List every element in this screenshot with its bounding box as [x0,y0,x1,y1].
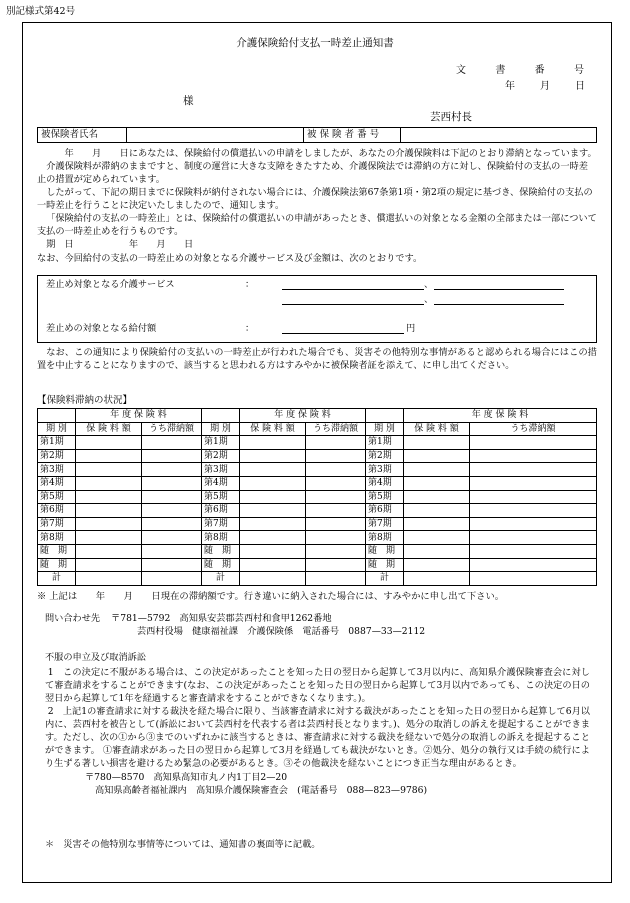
period-cell: 第4期 [38,476,76,490]
premium-amount-cell[interactable] [76,558,142,572]
amount-line[interactable] [282,333,404,334]
doc-no-char: 号 [573,65,584,76]
premium-amount-cell[interactable] [240,544,306,558]
arrears-amount-cell[interactable] [142,531,202,545]
suspension-target-box [37,275,597,343]
arrears-row [38,517,597,531]
premium-amount-cell[interactable] [404,463,470,477]
arrears-title: 【保険料滞納の状況】 [37,395,133,406]
contact-address: 〒781—5792 高知県安芸郡芸西村和食甲1262番地 [111,613,332,624]
period-cell: 随 期 [38,544,76,558]
service-label: 差止め対象となる介護サービス [46,279,175,290]
service-line[interactable] [282,289,424,290]
arrears-amount-cell[interactable] [142,504,202,518]
total-label: 計 [202,572,240,586]
appeal-item-2: 2 上記1の審査請求に対する裁決を経た場合に限り、当該審査請求に対する裁決があったことを知った日の翌日から起算して6月以内に、芸西村を被告として(訴訟において芸西村を代表する者は芸西村長となります。)、処分の取消しの訴えを提起することができます。ただし、次の①から③までのいずれかに該当するときは、審査請求に対する裁決を経ないで処分の取消しの訴えを提起することができます。 ①審査請求があった日の翌日から起算して3月を経過しても裁決がないとき。②処分、処分の執行又は手続の続行により生ずる著しい損害を避けるため緊急の必要があるとき。③その他裁決を経ないことにつき正当な理由があるとき。 [45,706,590,770]
total-label: 計 [38,572,76,586]
service-line[interactable] [434,304,564,305]
premium-amount-cell[interactable] [76,476,142,490]
arrears-amount-cell[interactable] [470,544,597,558]
period-cell: 第7期 [366,517,404,531]
arrears-amount-cell[interactable] [306,558,366,572]
period-cell: 第8期 [366,531,404,545]
col-amount: 保 険 料 額 [240,422,306,436]
arrears-amount-cell[interactable] [142,463,202,477]
col-period: 期 別 [38,422,76,436]
arrears-row [38,476,597,490]
period-cell: 第1期 [38,436,76,450]
arrears-row [38,463,597,477]
col-period: 期 別 [202,422,240,436]
premium-amount-cell[interactable] [240,517,306,531]
col-arrears: うち滞納額 [142,422,202,436]
arrears-table [37,408,597,586]
arrears-row [38,504,597,518]
arrears-amount-cell[interactable] [470,463,597,477]
doc-no-char: 番 [534,65,545,76]
arrears-amount-cell[interactable] [306,572,366,586]
arrears-row [38,436,597,450]
body-paragraph: 年 月 日にあなたは、保険給付の償還払いの申請をしましたが、あなたの介護保険料は下記のとおり滞納となっています。 [46,148,597,159]
arrears-amount-cell[interactable] [470,504,597,518]
deadline-line: 期 日 年 月 日 [46,239,194,251]
arrears-amount-cell[interactable] [470,476,597,490]
premium-amount-cell[interactable] [240,558,306,572]
premium-amount-cell[interactable] [76,463,142,477]
premium-amount-cell[interactable] [240,531,306,545]
col-amount: 保 険 料 額 [404,422,470,436]
premium-amount-cell[interactable] [76,531,142,545]
premium-amount-cell[interactable] [404,504,470,518]
arrears-amount-cell[interactable] [306,504,366,518]
amount-colon: ： [245,323,255,334]
period-cell: 第3期 [366,463,404,477]
year-header: 年 度 保 険 料 [404,409,597,423]
period-cell: 第8期 [202,531,240,545]
arrears-amount-cell[interactable] [142,476,202,490]
arrears-amount-cell[interactable] [306,463,366,477]
col-period: 期 別 [366,422,404,436]
period-cell: 第4期 [202,476,240,490]
contact-office: 芸西村役場 健康福祉課 介護保険係 電話番号 0887—33—2112 [137,626,426,638]
arrears-amount-cell[interactable] [470,531,597,545]
note-paragraph: なお、この通知により保険給付の支払いの一時差止が行われた場合でも、災害その他特別な事情があると認められる場合にはこの措置を中止することになりますので、該当すると思われる方はすみやかに被保険者証を添えて、に申し出てください。 [37,347,597,372]
arrears-amount-cell[interactable] [306,531,366,545]
period-cell: 第2期 [202,449,240,463]
body-paragraph: 介護保険料が滞納のままですと、制度の運営に大きな支障をきたすため、介護保険法では滞納の方に対し、保険給付の支払の一時差止の措置が定められています。 [37,161,588,186]
premium-amount-cell[interactable] [240,476,306,490]
period-cell: 第5期 [366,490,404,504]
addressee-honorific: 様 [183,95,194,107]
form-number: 別記様式第42号 [6,6,76,17]
premium-amount-cell[interactable] [240,436,306,450]
col-amount: 保 険 料 額 [76,422,142,436]
document-title: 介護保険給付支払一時差止通知書 [236,37,394,49]
premium-amount-cell[interactable] [240,504,306,518]
premium-amount-cell[interactable] [76,490,142,504]
arrears-row [38,558,597,572]
appeal-title: 不服の申立及び取消訴訟 [45,652,147,663]
arrears-amount-cell[interactable] [306,490,366,504]
arrears-total-row [38,572,597,586]
arrears-corner [38,409,76,423]
issue-date [505,80,585,94]
col-arrears: うち滞納額 [470,422,597,436]
arrears-amount-cell[interactable] [470,572,597,586]
arrears-amount-cell[interactable] [306,517,366,531]
appeal-item-1: 1 この決定に不服がある場合は、この決定があったことを知った日の翌日から起算して3月以内に、高知県介護保険審査会に対して審査請求をすることができます(なお、この決定があったことを知った日の翌日から起算して3月以内であっても、この決定の日の翌日から起算して1年を経過すると審査請求をすることができなくなります。)。 [45,667,590,705]
premium-amount-cell[interactable] [404,544,470,558]
arrears-amount-cell[interactable] [306,449,366,463]
date-day: 日 [575,81,585,92]
arrears-amount-cell[interactable] [142,572,202,586]
premium-amount-cell[interactable] [240,490,306,504]
period-cell: 第6期 [202,504,240,518]
premium-amount-cell[interactable] [240,449,306,463]
balance-date-note: ※ 上記は 年 月 日現在の滞納額です。行き違いに納入された場合には、すみやかに申し出て下さい。 [37,591,505,602]
premium-amount-cell[interactable] [404,449,470,463]
arrears-amount-cell[interactable] [470,517,597,531]
arrears-row [38,490,597,504]
service-line[interactable] [434,289,564,290]
issuer-mayor: 芸西村長 [430,111,472,123]
period-cell: 随 期 [38,558,76,572]
arrears-amount-cell[interactable] [142,544,202,558]
period-cell: 第2期 [366,449,404,463]
insured-name-field[interactable] [127,128,304,143]
closing-note: ＊ 災害その他特別な事情等については、通知書の裏面等に記載。 [45,839,321,850]
arrears-amount-cell[interactable] [142,517,202,531]
body-paragraph: 「保険給付の支払の一時差止」とは、保険給付の償還払いの申請があったとき、償還払いの対象となる金額の全部または一部について支払の一時差止めを行うものです。 [37,213,597,238]
total-label: 計 [366,572,404,586]
period-cell: 第8期 [38,531,76,545]
premium-amount-cell[interactable] [76,517,142,531]
period-cell: 第1期 [202,436,240,450]
period-cell: 随 期 [202,544,240,558]
arrears-amount-cell[interactable] [142,449,202,463]
arrears-amount-cell[interactable] [470,449,597,463]
service-line[interactable] [282,304,424,305]
arrears-corner [366,409,404,423]
document-number-label [456,64,584,78]
col-arrears: うち滞納額 [306,422,366,436]
arrears-rows [38,436,597,586]
service-comma: 、 [424,294,434,305]
period-cell: 第7期 [202,517,240,531]
premium-amount-cell[interactable] [404,558,470,572]
premium-amount-cell[interactable] [76,449,142,463]
arrears-amount-cell[interactable] [306,544,366,558]
notice-body [37,147,597,265]
premium-amount-cell[interactable] [76,436,142,450]
premium-amount-cell[interactable] [240,572,306,586]
premium-amount-cell[interactable] [404,436,470,450]
exception-note [37,346,597,372]
premium-amount-cell[interactable] [404,531,470,545]
arrears-corner [202,409,240,423]
premium-amount-cell[interactable] [404,572,470,586]
period-cell: 第2期 [38,449,76,463]
appeal-office: 高知県高齢者福祉課内 高知県介護保険審査会 (電話番号 088—823—9786) [95,784,428,796]
premium-amount-cell[interactable] [404,517,470,531]
doc-no-char: 文 [456,65,466,76]
body-paragraph: したがって、下記の期日までに保険料が納付されない場合には、介護保険法第67条第1項・第2項の規定に基づき、保険給付の支払の一時差止を行うことに決定いたしましたので、通知します。 [37,187,593,212]
period-cell: 随 期 [202,558,240,572]
contact-info [45,612,425,638]
arrears-amount-cell[interactable] [470,436,597,450]
arrears-row [38,544,597,558]
service-colon: ： [245,279,255,290]
period-cell: 第1期 [366,436,404,450]
premium-amount-cell[interactable] [240,463,306,477]
period-cell: 第6期 [38,504,76,518]
premium-amount-cell[interactable] [404,490,470,504]
insured-number-label: 被 保 険 者 番 号 [304,128,401,143]
premium-amount-cell[interactable] [76,544,142,558]
arrears-amount-cell[interactable] [142,558,202,572]
arrears-amount-cell[interactable] [142,490,202,504]
premium-amount-cell[interactable] [404,476,470,490]
period-cell: 第5期 [38,490,76,504]
arrears-amount-cell[interactable] [142,436,202,450]
appeal-section [45,666,590,797]
period-cell: 随 期 [366,544,404,558]
period-cell: 第3期 [202,463,240,477]
arrears-amount-cell[interactable] [470,490,597,504]
arrears-row [38,531,597,545]
period-cell: 第3期 [38,463,76,477]
year-header: 年 度 保 険 料 [76,409,202,423]
insured-person-table [37,127,597,143]
date-year: 年 [505,81,515,92]
premium-amount-cell[interactable] [76,572,142,586]
arrears-row [38,449,597,463]
period-cell: 第7期 [38,517,76,531]
period-cell: 第4期 [366,476,404,490]
date-month: 月 [540,81,550,92]
arrears-amount-cell[interactable] [306,436,366,450]
period-cell: 第5期 [202,490,240,504]
yen-unit: 円 [406,323,416,334]
premium-amount-cell[interactable] [76,504,142,518]
amount-label: 差止めの対象となる給付額 [46,323,157,334]
period-cell: 随 期 [366,558,404,572]
insured-name-label: 被保険者氏名 [38,128,127,143]
year-header: 年 度 保 険 料 [240,409,366,423]
contact-label: 問い合わせ先 [45,613,101,624]
service-comma: 、 [424,279,434,290]
body-paragraph: なお、今回給付の支払の一時差止めの対象となる介護サービス及び金額は、次のとおりです。 [37,252,423,264]
arrears-amount-cell[interactable] [470,558,597,572]
insured-number-field[interactable] [401,128,597,143]
arrears-amount-cell[interactable] [306,476,366,490]
period-cell: 第6期 [366,504,404,518]
doc-no-char: 書 [495,65,506,76]
appeal-address: 〒780—8570 高知県高知市丸ノ内1丁目2—20 [85,771,288,783]
